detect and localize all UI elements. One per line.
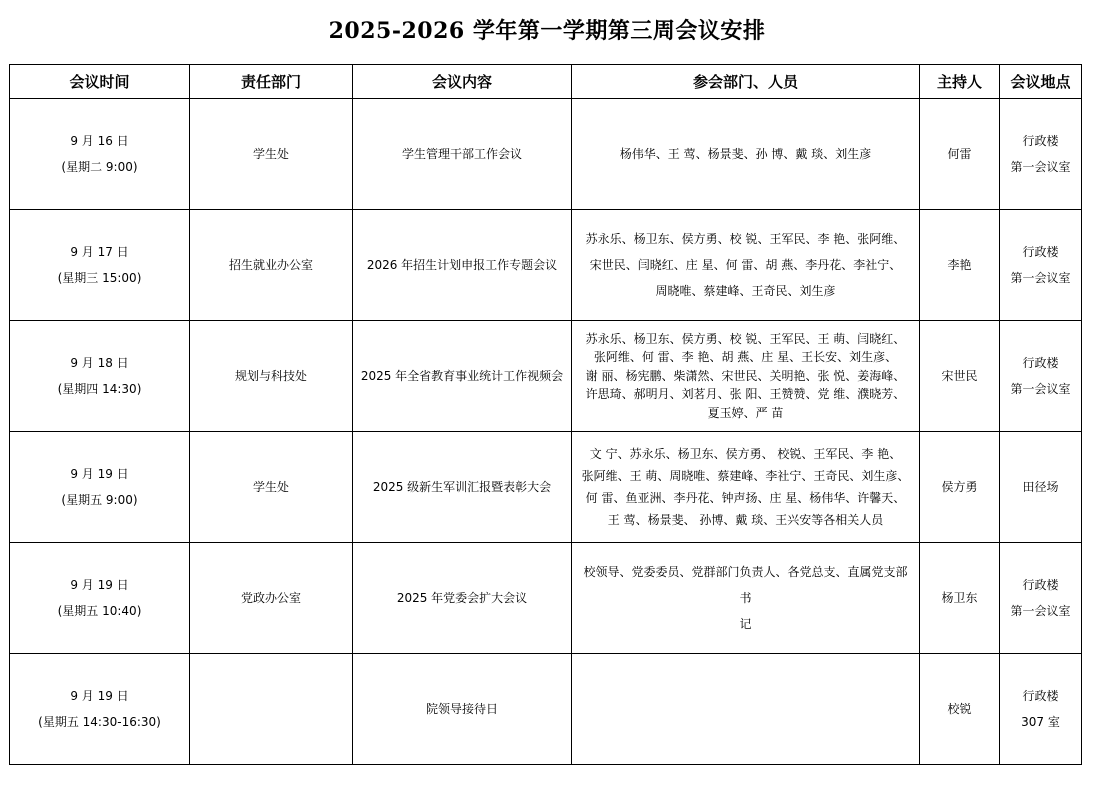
meeting-date: 9 月 19 日 [70,467,129,481]
attendees-cell [572,99,920,210]
content-cell: 学生管理干部工作会议 [353,99,572,210]
attendees-line: 文 宁、苏永乐、杨卫东、侯方勇、 校锐、王军民、李 艳、 [589,447,902,461]
attendees-line: 苏永乐、杨卫东、侯方勇、校 锐、王军民、李 艳、张阿维、 [585,232,906,246]
meeting-weekday-time: (星期三 15:00) [57,271,142,285]
location-cell [1000,654,1082,765]
table-row [10,654,1082,765]
location-line: 第一会议室 [1010,604,1071,618]
department-cell: 党政办公室 [190,543,353,654]
meeting-weekday-time: (星期五 9:00) [61,493,138,507]
meeting-time-cell [10,654,190,765]
location-cell [1000,99,1082,210]
host-cell: 校锐 [920,654,1000,765]
attendees-line: 校领导、党委委员、党群部门负责人、各党总支、直属党支部书 [583,565,908,605]
host-cell: 杨卫东 [920,543,1000,654]
column-header-time: 会议时间 [10,65,190,99]
meeting-date: 9 月 18 日 [70,356,129,370]
host-cell: 宋世民 [920,321,1000,432]
attendees-line: 何 雷、鱼亚洲、李丹花、钟声扬、庄 星、杨伟华、许馨天、 [585,491,906,505]
meeting-date: 9 月 19 日 [70,689,129,703]
meeting-weekday-time: (星期五 14:30-16:30) [38,715,161,729]
attendees-cell [572,210,920,321]
attendees-line: 谢 丽、杨宪鹏、柴潇然、宋世民、关明艳、张 悦、姜海峰、 [585,368,906,383]
table-row [10,432,1082,543]
meeting-time-cell [10,432,190,543]
attendees-line: 杨伟华、王 莺、杨景斐、孙 博、戴 琰、刘生彦 [619,147,872,161]
page-title: 2025-2026 学年第一学期第三周会议安排 [328,18,766,44]
table-row [10,543,1082,654]
column-header-attendees: 参会部门、人员 [572,65,920,99]
host-cell: 李艳 [920,210,1000,321]
header-row [10,65,1082,99]
department-cell: 招生就业办公室 [190,210,353,321]
meeting-weekday-time: (星期四 14:30) [57,382,142,396]
location-line: 行政楼 [1022,689,1059,703]
attendees-line: 周晓唯、蔡建峰、王奇民、刘生彦 [655,284,836,298]
attendees-line: 王 莺、杨景斐、 孙博、戴 琰、王兴安等各相关人员 [607,513,884,527]
location-cell [1000,543,1082,654]
location-line: 第一会议室 [1010,382,1071,396]
host-cell: 何雷 [920,99,1000,210]
location-line: 307 室 [1021,715,1060,729]
meeting-weekday-time: (星期二 9:00) [61,160,138,174]
attendees-line: 苏永乐、杨卫东、侯方勇、校 锐、王军民、王 萌、闫晓红、 [585,331,906,346]
location-line: 第一会议室 [1010,271,1071,285]
column-header-host: 主持人 [920,65,1000,99]
meeting-schedule-table [9,64,1082,765]
attendees-line: 许思琦、郝明月、刘茗月、张 阳、王赞赞、党 维、濮晓芳、 [585,387,906,402]
department-cell: 规划与科技处 [190,321,353,432]
location-cell [1000,432,1082,543]
location-line: 行政楼 [1022,356,1059,370]
meeting-time-cell [10,321,190,432]
attendees-line: 宋世民、闫晓红、庄 星、何 雷、胡 燕、李丹花、李社宁、 [589,258,902,272]
meeting-weekday-time: (星期五 10:40) [57,604,142,618]
department-cell [190,654,353,765]
table-row [10,99,1082,210]
location-line: 行政楼 [1022,245,1059,259]
location-line: 第一会议室 [1010,160,1071,174]
meeting-time-cell [10,543,190,654]
attendees-cell [572,321,920,432]
attendees-cell [572,432,920,543]
table-row [10,210,1082,321]
column-header-content: 会议内容 [353,65,572,99]
attendees-line: 张阿维、何 雷、李 艳、胡 燕、庄 星、王长安、刘生彦、 [593,350,898,365]
content-cell: 2025 级新生军训汇报暨表彰大会 [353,432,572,543]
meeting-time-cell [10,99,190,210]
attendees-line: 夏玉婷、严 苗 [707,405,784,420]
department-cell: 学生处 [190,432,353,543]
location-line: 行政楼 [1022,134,1059,148]
location-line: 行政楼 [1022,578,1059,592]
meeting-date: 9 月 17 日 [70,245,129,259]
content-cell: 2025 年党委会扩大会议 [353,543,572,654]
content-cell: 2026 年招生计划申报工作专题会议 [353,210,572,321]
meeting-date: 9 月 19 日 [70,578,129,592]
content-cell: 2025 年全省教育事业统计工作视频会 [353,321,572,432]
location-cell [1000,210,1082,321]
meeting-time-cell [10,210,190,321]
column-header-location: 会议地点 [1000,65,1082,99]
attendees-line: 记 [739,617,752,631]
content-cell: 院领导接待日 [353,654,572,765]
attendees-cell [572,654,920,765]
department-cell: 学生处 [190,99,353,210]
location-cell [1000,321,1082,432]
attendees-line: 张阿维、王 萌、周晓唯、蔡建峰、李社宁、王奇民、刘生彦、 [581,469,910,483]
location-line: 田径场 [1022,480,1059,494]
table-row [10,321,1082,432]
attendees-cell [572,543,920,654]
column-header-department: 责任部门 [190,65,353,99]
host-cell: 侯方勇 [920,432,1000,543]
meeting-date: 9 月 16 日 [70,134,129,148]
